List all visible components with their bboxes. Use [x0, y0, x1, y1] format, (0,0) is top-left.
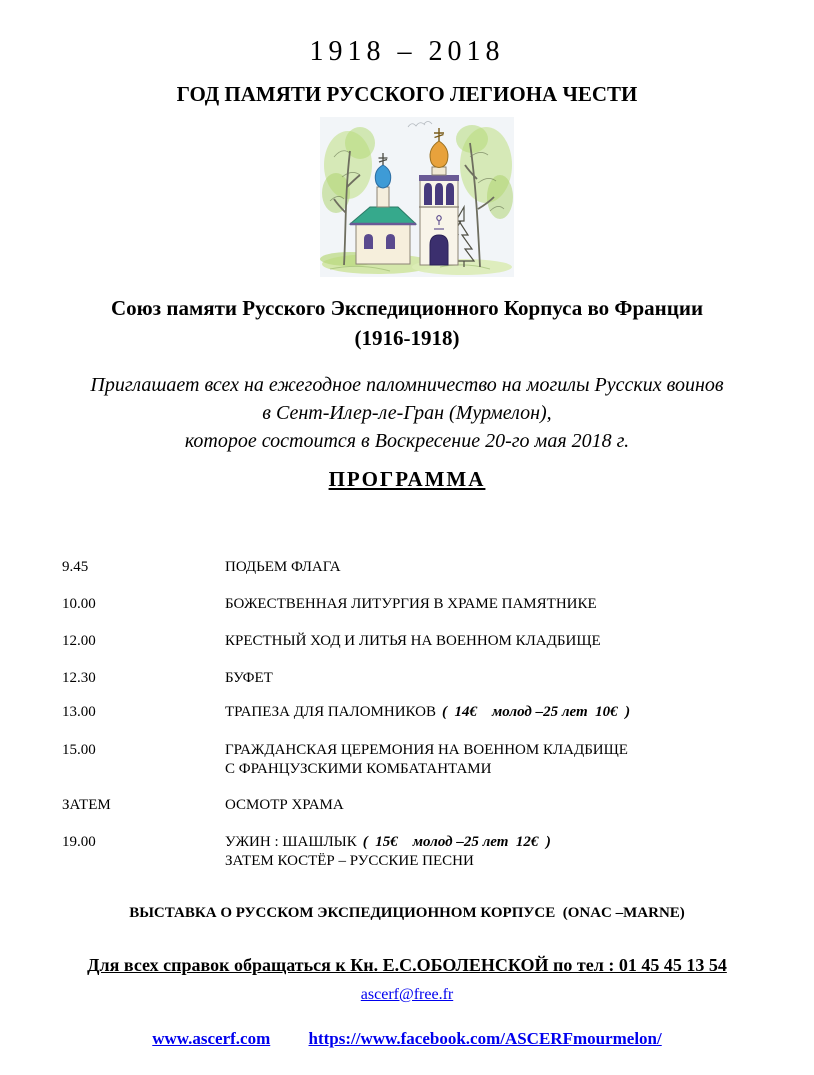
schedule-event: БОЖЕСТВЕННАЯ ЛИТУРГИЯ В ХРАМЕ ПАМЯТНИКЕ: [225, 596, 597, 612]
organization-name: [0, 293, 814, 353]
contact-line: Для всех справок обращаться к Кн. Е.С.ОБОЛЕНСКОЙ по тел : 01 45 45 13 54: [87, 955, 727, 975]
church-illustration-svg: [320, 117, 514, 277]
schedule-event: [225, 703, 630, 722]
schedule-row: [62, 741, 628, 779]
schedule-row: [62, 558, 341, 577]
church-illustration: [320, 117, 514, 277]
schedule-row: [62, 632, 601, 651]
schedule-event-line2: С ФРАНЦУЗСКИМИ КОМБАТАНТАМИ: [225, 761, 492, 777]
invitation-line3: которое состоится в Воскресение 20-го мая 2018 г.: [184, 430, 630, 452]
schedule-row: [62, 669, 273, 688]
schedule-time: 10.00: [62, 596, 96, 612]
schedule-event: [225, 833, 551, 871]
schedule-time: 15.00: [62, 742, 96, 758]
schedule-row: [62, 703, 630, 722]
schedule-event: ПОДЬЕМ ФЛАГА: [225, 559, 341, 575]
schedule-time: 12.00: [62, 633, 96, 649]
schedule-time: 19.00: [62, 834, 96, 850]
schedule-time: 12.30: [62, 670, 96, 686]
schedule-row: [62, 595, 597, 614]
schedule-price: ( 14€ молод –25 лет 10€ ): [442, 704, 631, 720]
schedule-row: [62, 796, 344, 815]
invitation-text: [0, 371, 814, 455]
invitation-line1: Приглашает всех на ежегодное паломничество на могилы Русских воинов: [90, 374, 724, 396]
schedule-event-label: ТРАПЕЗА ДЛЯ ПАЛОМНИКОВ: [225, 704, 436, 720]
invitation-line2: в Сент-Илер-ле-Гран (Мурмелон),: [262, 402, 552, 424]
schedule-event: [225, 741, 628, 779]
contact-email-row: [0, 986, 814, 1004]
schedule-time: ЗАТЕМ: [62, 797, 111, 813]
years-title: 1918 – 2018: [309, 36, 505, 67]
schedule-event-label: ГРАЖДАНСКАЯ ЦЕРЕМОНИЯ НА ВОЕННОМ КЛАДБИЩЕ: [225, 742, 628, 758]
website-link[interactable]: www.ascerf.com: [152, 1029, 271, 1048]
schedule-row: [62, 833, 551, 871]
schedule-time: 9.45: [62, 559, 89, 575]
schedule-price: ( 15€ молод –25 лет 12€ ): [362, 834, 551, 850]
schedule-event: БУФЕТ: [225, 670, 273, 686]
schedule-event: ОСМОТР ХРАМА: [225, 797, 344, 813]
organization-name-line1: Союз памяти Русского Экспедиционного Корпуса во Франции: [110, 296, 704, 320]
organization-years: (1916-1918): [354, 326, 460, 350]
schedule-event-label: УЖИН : ШАШЛЫК: [225, 834, 357, 850]
program-heading: ПРОГРАММА: [328, 467, 486, 491]
exhibition-note: ВЫСТАВКА О РУССКОМ ЭКСПЕДИЦИОННОМ КОРПУСЕ (ONAC –MARNE): [129, 905, 685, 921]
contact-email-link[interactable]: ascerf@free.fr: [360, 986, 454, 1003]
schedule-time: 13.00: [62, 704, 96, 720]
schedule-event-line2: ЗАТЕМ КОСТЁР – РУССКИЕ ПЕСНИ: [225, 853, 474, 869]
footer-links: [0, 1029, 814, 1049]
memorial-title: ГОД ПАМЯТИ РУССКОГО ЛЕГИОНА ЧЕСТИ: [176, 82, 638, 106]
facebook-link[interactable]: https://www.facebook.com/ASCERFmourmelon/: [308, 1029, 662, 1048]
schedule-event: КРЕСТНЫЙ ХОД И ЛИТЬЯ НА ВОЕННОМ КЛАДБИЩЕ: [225, 633, 601, 649]
